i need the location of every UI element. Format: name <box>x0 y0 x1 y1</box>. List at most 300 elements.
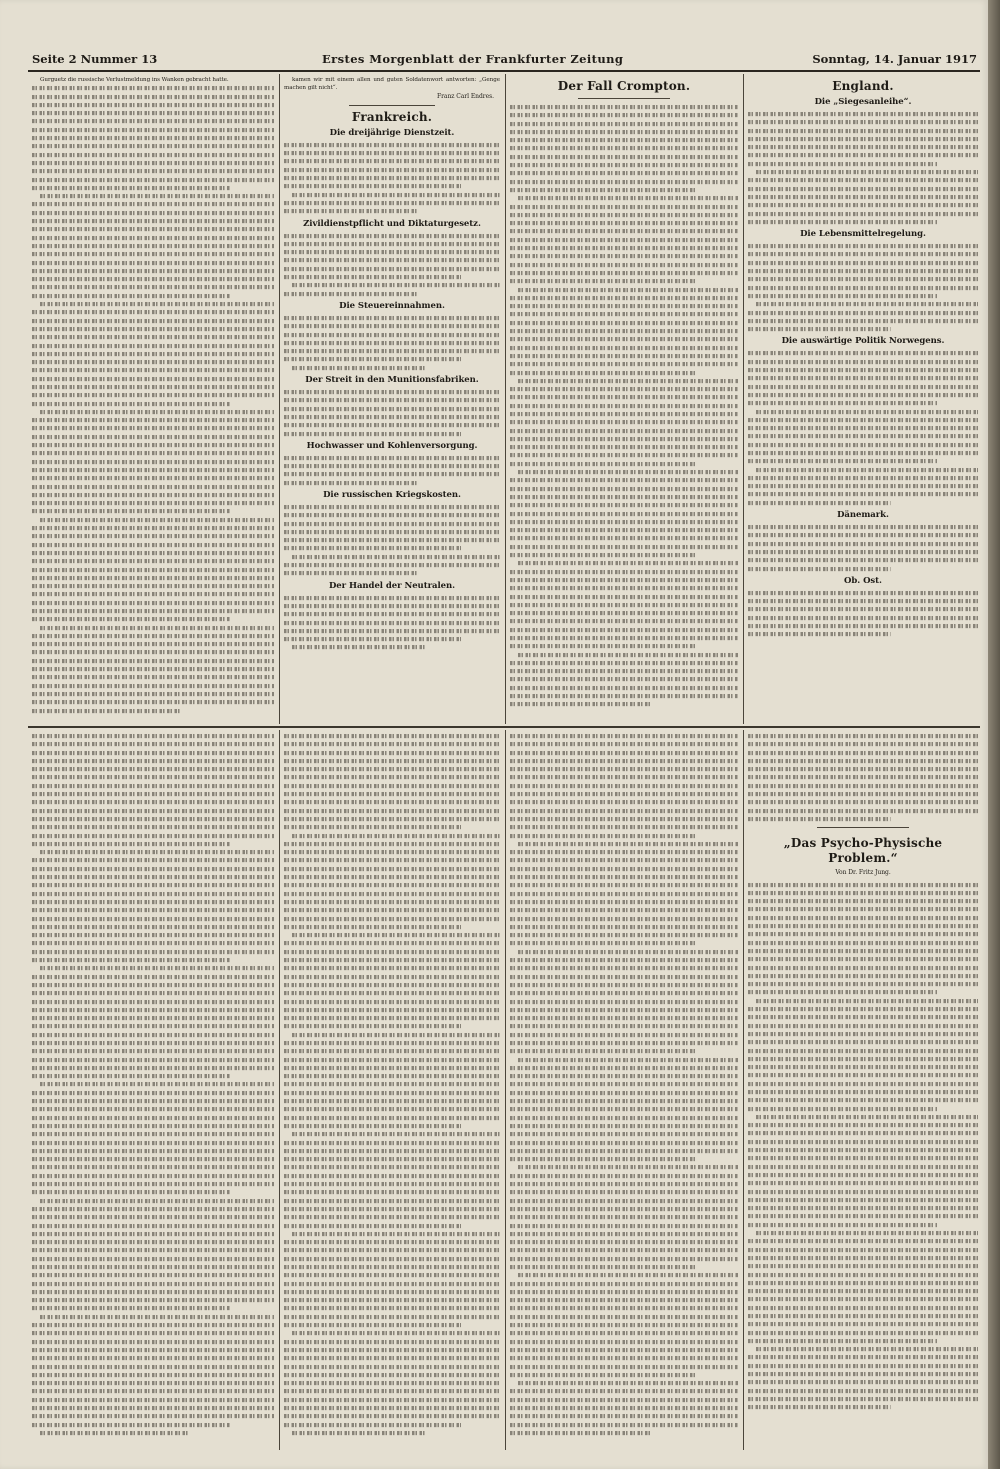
article-body <box>32 84 274 715</box>
text-line <box>748 1024 978 1028</box>
text-line <box>518 196 738 200</box>
text-line <box>32 1298 274 1302</box>
text-line <box>510 875 738 879</box>
text-line <box>748 212 978 216</box>
feuilleton-title: „Das Psycho-Physische Problem.“ <box>783 836 943 866</box>
text-line <box>284 423 500 427</box>
text-line <box>748 443 978 447</box>
text-line <box>292 283 500 287</box>
text-line <box>284 357 461 361</box>
text-line <box>748 129 978 133</box>
text-line <box>32 617 230 621</box>
text-line <box>748 1214 978 1218</box>
text-line <box>32 435 274 439</box>
text-line <box>284 522 500 526</box>
text-line <box>748 492 978 496</box>
text-line <box>510 337 738 341</box>
text-line <box>284 800 500 804</box>
text-line <box>284 983 500 987</box>
text-line <box>510 205 738 209</box>
text-line <box>510 238 738 242</box>
text-line <box>510 329 738 333</box>
text-line <box>40 410 274 414</box>
text-line <box>748 1073 978 1077</box>
text-line <box>284 975 500 979</box>
text-line <box>284 431 461 435</box>
text-line <box>748 957 978 961</box>
text-line <box>32 551 274 555</box>
text-line <box>510 966 738 970</box>
text-line <box>510 1323 738 1327</box>
text-line <box>32 451 274 455</box>
text-line <box>284 1348 500 1352</box>
text-line <box>510 122 738 126</box>
text-line <box>748 907 978 911</box>
text-line <box>292 1232 500 1236</box>
text-line <box>748 401 937 405</box>
text-line <box>748 426 978 430</box>
text-line <box>32 709 182 713</box>
column-1 <box>32 76 274 722</box>
text-line <box>284 1373 500 1377</box>
text-line <box>510 321 738 325</box>
text-line <box>284 1423 461 1427</box>
text-line <box>32 858 274 862</box>
text-line <box>284 999 500 1003</box>
text-line <box>32 1066 274 1070</box>
text-line <box>32 1248 274 1252</box>
text-line <box>32 759 274 763</box>
text-line <box>32 1265 274 1269</box>
text-line <box>32 1016 274 1020</box>
text-line <box>748 775 978 779</box>
column-2 <box>284 76 500 722</box>
text-line <box>510 1298 738 1302</box>
text-line <box>284 513 500 517</box>
text-line <box>510 213 738 217</box>
text-line <box>510 817 738 821</box>
text-line <box>284 505 500 509</box>
feuilleton-body <box>748 732 978 823</box>
text-line <box>284 1340 500 1344</box>
text-line <box>32 1107 274 1111</box>
text-line <box>510 163 738 167</box>
text-line <box>518 288 738 292</box>
text-line <box>748 145 978 149</box>
text-line <box>32 1041 274 1045</box>
text-line <box>748 767 978 771</box>
text-line <box>748 1173 978 1177</box>
subsection-heading: Die russischen Kriegskosten. <box>323 489 461 500</box>
text-line <box>748 1131 978 1135</box>
text-line <box>510 296 738 300</box>
subsection-heading: Die Lebensmittelregelung. <box>800 229 926 240</box>
text-line <box>756 1231 978 1235</box>
text-line <box>510 1215 738 1219</box>
text-line <box>510 229 738 233</box>
text-line <box>510 611 738 615</box>
text-line <box>284 1066 500 1070</box>
text-line <box>748 178 978 182</box>
text-line <box>284 742 500 746</box>
text-line <box>32 1290 274 1294</box>
text-line <box>284 267 500 271</box>
text-line <box>32 1116 274 1120</box>
text-line <box>32 393 274 397</box>
text-line <box>510 279 697 283</box>
text-line <box>510 834 697 838</box>
text-line <box>284 1315 500 1319</box>
text-line <box>748 311 978 315</box>
text-line <box>748 1339 937 1343</box>
text-line <box>748 1405 891 1409</box>
issue-date: Sonntag, 14. Januar 1917 <box>812 52 977 66</box>
text-line <box>284 456 500 460</box>
text-line <box>748 476 978 480</box>
text-line <box>510 1157 697 1161</box>
text-line <box>284 1157 500 1161</box>
text-line <box>284 621 500 625</box>
text-line <box>748 120 978 124</box>
text-line <box>284 1273 500 1277</box>
text-line <box>32 310 274 314</box>
text-line <box>510 1116 738 1120</box>
text-line <box>510 346 738 350</box>
column-3 <box>510 76 738 722</box>
text-line <box>510 370 697 374</box>
text-line <box>510 1331 738 1335</box>
text-line <box>510 1008 738 1012</box>
text-line <box>748 252 978 256</box>
text-line <box>292 366 426 370</box>
text-line <box>510 1132 738 1136</box>
text-line <box>510 146 738 150</box>
masthead: Erstes Morgenblatt der Frankfurter Zeitung <box>322 52 624 66</box>
text-line <box>756 302 978 306</box>
text-line <box>510 742 738 746</box>
text-line <box>32 534 274 538</box>
text-line <box>510 1389 738 1393</box>
text-line <box>748 294 937 298</box>
text-line <box>32 975 274 979</box>
text-line <box>748 1264 978 1268</box>
subsection-heading: Die Steuereinnahmen. <box>339 300 445 311</box>
text-line <box>284 1141 500 1145</box>
article-body <box>748 97 978 639</box>
text-line <box>748 1082 978 1086</box>
text-line <box>32 950 274 954</box>
text-line <box>292 1132 500 1136</box>
text-line <box>284 151 500 155</box>
text-line <box>510 1041 738 1045</box>
text-line <box>748 1098 978 1102</box>
text-line <box>32 294 230 298</box>
text-line <box>40 850 274 854</box>
text-line <box>518 653 738 657</box>
text-line <box>284 1024 461 1028</box>
text-line <box>510 900 738 904</box>
text-line <box>32 900 274 904</box>
text-line <box>748 599 978 603</box>
text-line <box>510 1248 738 1252</box>
text-line <box>510 677 738 681</box>
text-line <box>748 792 978 796</box>
text-line <box>284 1107 500 1111</box>
text-line <box>510 1315 738 1319</box>
text-line <box>510 734 738 738</box>
text-line <box>284 900 500 904</box>
text-line <box>748 1239 978 1243</box>
text-line <box>748 1040 978 1044</box>
text-line <box>284 1298 500 1302</box>
text-line <box>284 1389 500 1393</box>
text-line <box>510 1348 738 1352</box>
text-line <box>748 1165 978 1169</box>
text-line <box>284 875 500 879</box>
column-divider <box>743 74 744 724</box>
text-line <box>32 834 274 838</box>
text-line <box>748 1065 978 1069</box>
text-line <box>284 925 461 929</box>
text-line <box>510 155 738 159</box>
text-line <box>748 624 978 628</box>
text-line <box>284 759 500 763</box>
text-line <box>510 702 651 706</box>
text-line <box>284 1199 500 1203</box>
text-line <box>748 1306 978 1310</box>
text-line <box>284 481 418 485</box>
text-line <box>32 1033 274 1037</box>
text-line <box>32 1282 274 1286</box>
text-line <box>748 327 891 331</box>
text-line <box>748 759 978 763</box>
text-line <box>748 1389 978 1393</box>
text-line <box>32 1074 230 1078</box>
text-line <box>32 335 274 339</box>
text-line <box>756 999 978 1003</box>
subsection-heading: Hochwasser und Kohlenversorgung. <box>306 440 478 451</box>
text-line <box>284 604 500 608</box>
text-line <box>284 1091 500 1095</box>
text-line <box>40 1315 274 1319</box>
text-line <box>32 186 230 190</box>
text-line <box>748 924 978 928</box>
text-line <box>32 1157 274 1161</box>
text-line <box>32 509 230 513</box>
text-line <box>510 1373 697 1377</box>
text-line <box>748 393 978 397</box>
text-line <box>748 1048 978 1052</box>
text-line <box>32 360 274 364</box>
text-line <box>284 734 500 738</box>
text-line <box>284 950 500 954</box>
text-line <box>284 629 500 633</box>
text-line <box>510 188 697 192</box>
text-line <box>32 526 274 530</box>
text-line <box>510 520 738 524</box>
text-line <box>32 343 274 347</box>
text-line <box>748 1322 978 1326</box>
text-line <box>748 459 937 463</box>
text-line <box>284 1240 500 1244</box>
text-line <box>748 567 891 571</box>
text-line <box>510 1182 738 1186</box>
text-line <box>510 113 738 117</box>
text-line <box>510 858 738 862</box>
text-line <box>284 341 500 345</box>
text-line <box>32 1224 274 1228</box>
text-line <box>32 883 274 887</box>
text-line <box>32 1124 274 1128</box>
text-line <box>748 368 978 372</box>
text-line <box>748 220 937 224</box>
text-line <box>32 352 274 356</box>
text-line <box>284 1082 500 1086</box>
text-line <box>40 966 274 970</box>
text-line <box>518 1273 738 1277</box>
text-line <box>510 759 738 763</box>
text-line <box>748 418 978 422</box>
text-line <box>748 1314 978 1318</box>
text-line <box>32 1190 230 1194</box>
text-line <box>284 892 500 896</box>
text-line <box>32 908 274 912</box>
text-line <box>32 958 230 962</box>
text-line <box>32 1423 230 1427</box>
text-line <box>510 1232 738 1236</box>
page-edge <box>988 0 1000 1469</box>
text-line <box>748 1206 978 1210</box>
text-line <box>748 269 978 273</box>
text-line <box>292 193 500 197</box>
text-line <box>284 817 500 821</box>
text-line <box>32 999 274 1003</box>
text-line <box>32 609 274 613</box>
text-line <box>510 850 738 854</box>
text-line <box>510 883 738 887</box>
column-2-top-line: kamen wir mit einem allen und guten Soldatenwort antworten: „Genge machen gilt nicht“. <box>284 77 500 92</box>
text-line <box>510 1141 738 1145</box>
text-line <box>748 1107 937 1111</box>
text-line <box>284 398 500 402</box>
text-line <box>510 1365 738 1369</box>
text-line <box>292 1331 500 1335</box>
text-line <box>510 1224 738 1228</box>
text-line <box>748 891 978 895</box>
text-line <box>32 684 274 688</box>
text-line <box>284 1016 500 1020</box>
subsection-heading: Der Streit in den Munitionsfabriken. <box>305 375 479 386</box>
text-line <box>32 1348 274 1352</box>
text-line <box>756 409 978 413</box>
text-line <box>32 825 274 829</box>
text-line <box>32 1207 274 1211</box>
text-line <box>748 607 978 611</box>
text-line <box>510 1398 738 1402</box>
text-line <box>756 468 978 472</box>
text-line <box>32 983 274 987</box>
text-line <box>284 143 500 147</box>
text-line <box>32 1356 274 1360</box>
text-line <box>284 1174 500 1178</box>
text-line <box>32 95 274 99</box>
feuilleton-body <box>748 881 978 1412</box>
text-line <box>748 434 978 438</box>
text-line <box>748 319 978 323</box>
text-line <box>510 1356 738 1360</box>
text-line <box>748 1289 978 1293</box>
text-line <box>284 1074 500 1078</box>
text-line <box>510 437 738 441</box>
text-line <box>510 933 738 937</box>
page-header <box>32 50 977 70</box>
text-line <box>284 1165 500 1169</box>
text-line <box>510 1149 738 1153</box>
text-line <box>510 586 738 590</box>
text-line <box>32 700 274 704</box>
text-line <box>32 476 274 480</box>
text-line <box>748 203 978 207</box>
text-line <box>510 636 738 640</box>
text-line <box>32 867 274 871</box>
text-line <box>32 1406 274 1410</box>
text-line <box>284 1356 500 1360</box>
text-line <box>510 784 738 788</box>
text-line <box>284 571 418 575</box>
text-line <box>32 1008 274 1012</box>
text-line <box>32 128 274 132</box>
text-line <box>32 809 274 813</box>
text-line <box>32 650 274 654</box>
feuilleton-column-1 <box>32 732 274 1450</box>
text-line <box>284 858 500 862</box>
text-line <box>510 1174 738 1178</box>
text-line <box>748 137 978 141</box>
text-line <box>284 1224 461 1228</box>
text-line <box>284 415 500 419</box>
text-line <box>32 1389 274 1393</box>
text-line <box>510 138 738 142</box>
text-line <box>32 327 274 331</box>
text-line <box>284 258 500 262</box>
text-line <box>32 285 274 289</box>
text-line <box>32 1058 274 1062</box>
text-line <box>748 1015 978 1019</box>
separator <box>349 105 435 106</box>
text-line <box>32 659 274 663</box>
text-line <box>284 349 500 353</box>
text-line <box>32 584 274 588</box>
text-line <box>510 892 738 896</box>
text-line <box>32 800 274 804</box>
text-line <box>32 734 274 738</box>
text-line <box>510 354 738 358</box>
text-line <box>510 975 738 979</box>
text-line <box>284 1116 500 1120</box>
text-line <box>510 983 738 987</box>
text-line <box>32 875 274 879</box>
text-line <box>510 412 738 416</box>
text-line <box>510 528 738 532</box>
text-line <box>510 1340 738 1344</box>
feuilleton-rule <box>28 726 980 728</box>
text-line <box>40 1199 274 1203</box>
text-line <box>748 1140 978 1144</box>
text-line <box>284 850 500 854</box>
text-line <box>32 1340 274 1344</box>
text-line <box>748 1372 978 1376</box>
text-line <box>284 1290 500 1294</box>
